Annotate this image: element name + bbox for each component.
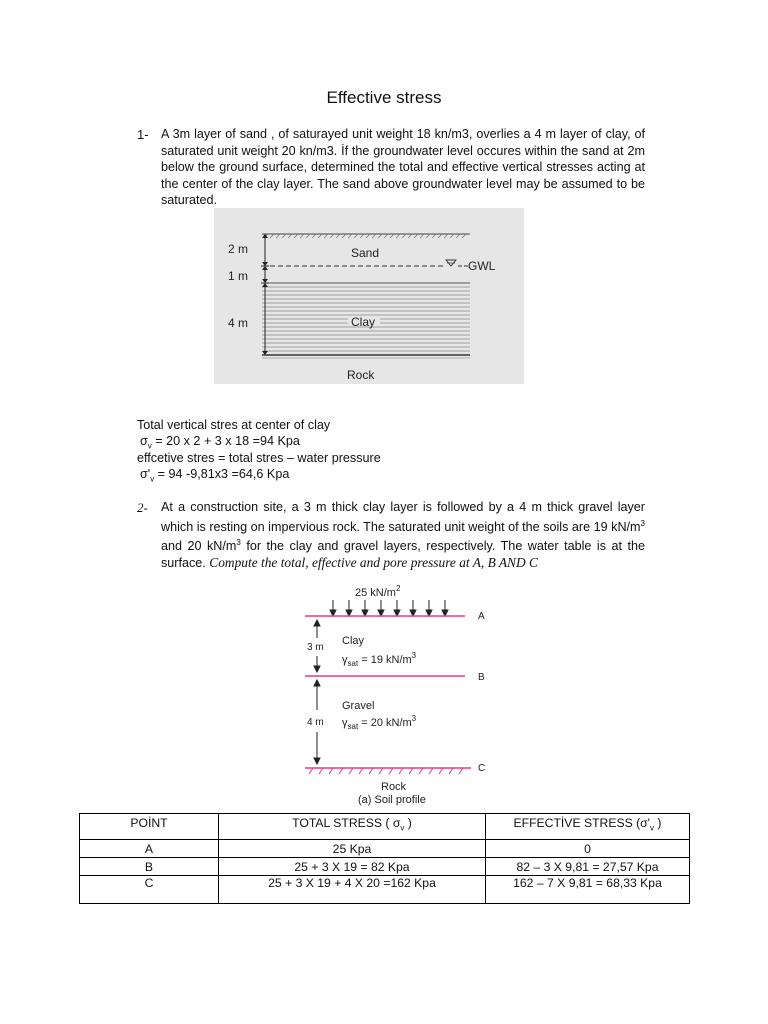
table-row xyxy=(80,858,690,876)
gwl-label: GWL xyxy=(468,259,496,273)
figure-caption: (a) Soil profile xyxy=(358,794,426,806)
cell-point: B xyxy=(80,858,219,876)
table-header-row xyxy=(80,814,690,840)
cell-point: A xyxy=(80,840,219,858)
page-title: Effective stress xyxy=(326,88,442,107)
header-total-stress: TOTAL STRESS ( $\sigma_v$ ) xyxy=(219,814,486,840)
distributed-load-arrows-icon xyxy=(330,600,448,616)
dim-1m-label: 1 m xyxy=(228,269,249,283)
cell-total: 25 Kpa xyxy=(219,840,486,858)
dim-4m-gravel-label: 4 m xyxy=(307,717,324,728)
rock-label: Rock xyxy=(347,368,375,382)
figure-2-soil-profile xyxy=(295,580,505,808)
solution-line-4: $\sigma'_v = 94$ -9,81x3 =64,6 Kpa xyxy=(140,467,290,484)
cell-effective: 162 – 7 X 9,81 = 68,33 Kpa xyxy=(486,876,690,904)
solution-line-1: Total vertical stres at center of clay xyxy=(137,418,331,432)
cell-total: 25 + 3 X 19 + 4 X 20 =162 Kpa xyxy=(219,876,486,904)
solution-line-3: effcetive stres = total stres – water pressure xyxy=(137,451,381,465)
table-row xyxy=(80,876,690,904)
gravel-gamma-label: $\gamma_{sat} = 20$ $kN/m^3$ xyxy=(342,714,417,731)
problem-1-text: A 3m layer of sand , of saturayed unit weight 18 kn/m3, overlies a 4 m layer of clay, of saturated unit weight 20 kn/m3. İf the groundwater level occures within the sand at 2m below the ground surface, determined the total and effective vertical stresses acting at the center of the clay layer. The sand above groundwater level may be assumed to be saturated. xyxy=(161,127,645,207)
dim-4m-label: 4 m xyxy=(228,316,249,330)
dim-3m-label: 3 m xyxy=(307,642,324,653)
point-a-label: A xyxy=(478,611,485,622)
cell-point: C xyxy=(80,876,219,904)
clay-label: Clay xyxy=(351,315,376,329)
solution-line-2: $\sigma_v = 20$ x 2 + 3 x 18 =94 Kpa xyxy=(140,434,300,451)
figure-1-soil-profile xyxy=(214,208,524,384)
cell-total: 25 + 3 X 19 = 82 Kpa xyxy=(219,858,486,876)
results-table xyxy=(79,813,690,904)
cell-effective: 82 – 3 X 9,81 = 27,57 Kpa xyxy=(486,858,690,876)
problem-1-number: 1- xyxy=(137,127,149,142)
load-label: 25 $kN/m^2$ xyxy=(355,584,401,599)
sand-label: Sand xyxy=(351,246,380,260)
cell-effective: 0 xyxy=(486,840,690,858)
header-effective-stress: EFFECTİVE STRESS ($\sigma'_v$ ) xyxy=(486,814,690,840)
dim-2m-label: 2 m xyxy=(228,242,249,256)
problem-2-text: At a construction site, a 3 m thick clay layer is followed by a 4 m thick gravel layer which is resting on impervious rock. The saturated unit weight of the soils are 19 $kN/m^3$ and 20 $kN/m^3$ for the clay and gravel layers, respectively. The water table is at the surface. Compute the total, effective and pore pressure at A, B AND C xyxy=(161,500,645,570)
gravel-layer-label: Gravel xyxy=(342,700,375,712)
point-b-label: B xyxy=(478,672,485,683)
table-row xyxy=(80,840,690,858)
clay-gamma-label: $\gamma_{sat} = 19$ $kN/m^3$ xyxy=(342,651,417,668)
problem-2-number: 2- xyxy=(137,500,148,515)
point-c-label: C xyxy=(478,763,486,774)
clay-layer-label: Clay xyxy=(342,635,365,647)
header-point: POİNT xyxy=(80,814,219,840)
rock-label-2: Rock xyxy=(381,781,407,793)
